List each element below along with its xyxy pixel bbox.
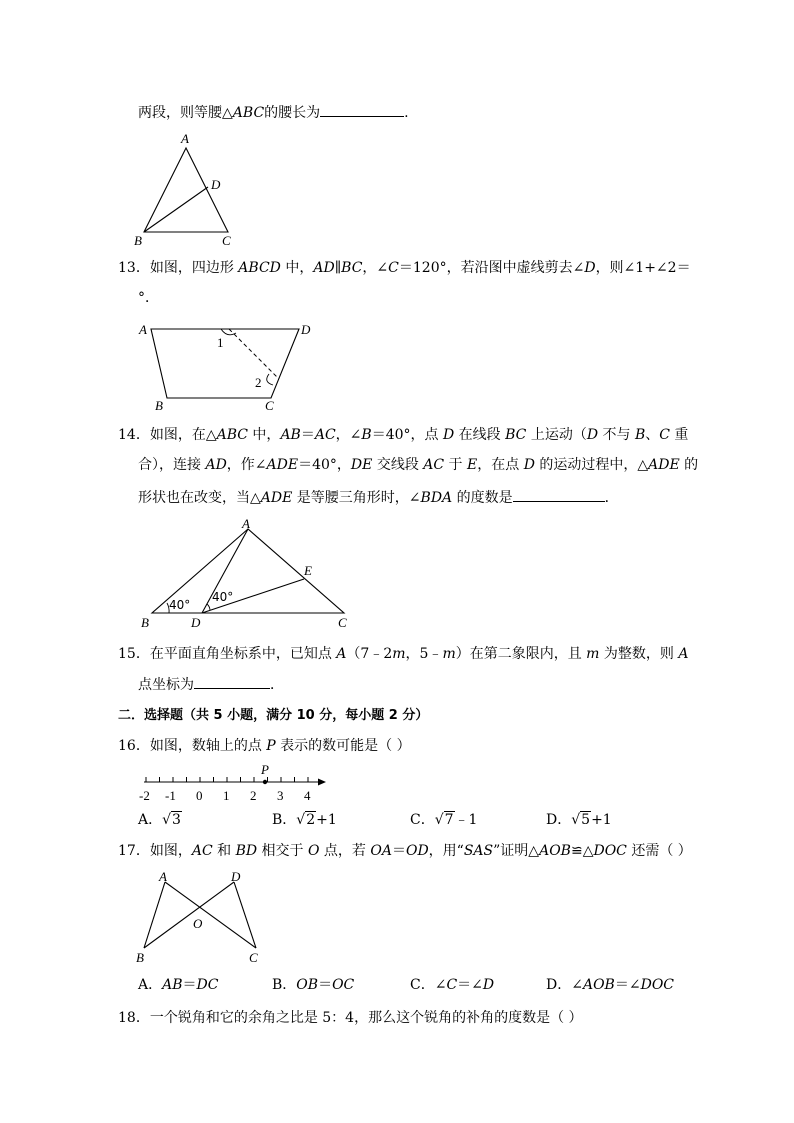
q13-label-a: A [139, 322, 147, 337]
q15-answer-blank[interactable] [194, 674, 270, 689]
q13-quadrilateral-figure [135, 318, 325, 412]
q14-angle-d-arc [207, 604, 210, 610]
q17-option-b[interactable]: B．OB＝OC [272, 977, 355, 993]
q14-triangle-figure [135, 515, 365, 633]
q13-label-b: B [155, 398, 163, 412]
q13-angle1-arc [221, 329, 236, 335]
q13-stem-line2: °． [138, 290, 159, 306]
q17-label-a: A [159, 869, 167, 884]
q13-label-1: 1 [217, 335, 224, 350]
q16-axis-arrow [318, 779, 326, 786]
q13-quad-abcd [151, 329, 299, 398]
q12-answer-blank[interactable] [320, 102, 404, 117]
q12-segment-bd [144, 187, 208, 232]
q15-stem-line1: 15．在平面直角坐标系中，已知点 A（7﹣2m，5﹣m）在第二象限内，且 m 为整数，则 A [118, 646, 689, 662]
section2-title: 二．选择题（共 5 小题，满分 10 分，每小题 2 分） [118, 708, 429, 723]
q18-stem: 18．一个锐角和它的余角之比是 5：4，那么这个锐角的补角的度数是（ ） [118, 1010, 583, 1026]
q17-label-b: B [136, 950, 144, 965]
q13-cut-line [229, 329, 279, 379]
q17-label-o: O [193, 916, 203, 931]
q17-stem: 17．如图，AC 和 BD 相交于 O 点，若 OA＝OD，用“SAS”证明△AOB≌△DOC 还需（ ） [118, 843, 692, 859]
q13-angle2-arc [267, 374, 273, 385]
q14-label-angle-b: 40° [169, 598, 191, 612]
q16-number-line-figure [132, 762, 332, 804]
q17-option-c[interactable]: C．∠C＝∠D [410, 977, 495, 993]
q13-stem-line1: 13．如图，四边形 ABCD 中，AD∥BC，∠C＝120°，若沿图中虚线剪去∠D，则∠1+∠2＝ [118, 260, 691, 276]
q14-label-angle-d: 40° [212, 590, 234, 604]
q16-tick-label: 0 [196, 788, 203, 803]
q14-answer-blank[interactable] [513, 487, 605, 502]
q14-label-b: B [141, 615, 149, 630]
q14-stem-line1: 14．如图，在△ABC 中，AB＝AC，∠B＝40°，点 D 在线段 BC 上运动（D 不与 B、C 重 [118, 427, 689, 443]
q16-tick-label: 3 [277, 788, 284, 803]
q13-label-c: C [265, 398, 274, 412]
q14-label-a: A [242, 516, 250, 531]
q17-segment-dc [234, 882, 256, 948]
q17-option-a[interactable]: A．AB＝DC [138, 977, 219, 993]
q17-segment-bd [144, 882, 234, 948]
q16-ticks [146, 777, 308, 782]
q14-stem-line2: 合），连接 AD，作∠ADE＝40°，DE 交线段 AC 于 E，在点 D 的运动过程中，△ADE 的 [138, 457, 699, 473]
q16-point-p [263, 780, 267, 784]
q14-label-c: C [338, 615, 347, 630]
q16-stem: 16．如图，数轴上的点 P 表示的数可能是（ ） [118, 738, 411, 754]
q17-label-d: D [231, 869, 241, 884]
q16-tick-label: 1 [223, 788, 230, 803]
q17-option-d[interactable]: D．∠AOB＝∠DOC [546, 977, 675, 993]
q17-segment-ab [144, 882, 165, 948]
q16-tick-label: -1 [165, 788, 176, 803]
q17-segment-ac [165, 882, 256, 948]
q17-label-c: C [249, 950, 258, 965]
q16-label-p: P [261, 762, 269, 777]
q15-stem-line2: 点坐标为 ． [138, 674, 284, 695]
q16-tick-label: 4 [304, 788, 311, 803]
q16-tick-labels [139, 788, 311, 803]
q14-label-e: E [304, 563, 312, 578]
q16-tick-label: -2 [139, 788, 150, 803]
q12-label-a: A [181, 131, 189, 146]
q12-triangle-figure [130, 128, 250, 250]
q12-label-d: D [211, 177, 221, 192]
q16-option-b[interactable]: B．√2+1 [272, 812, 337, 828]
q14-stem-line3: 形状也在改变，当△ADE 是等腰三角形时，∠BDA 的度数是 ． [138, 487, 619, 508]
q16-tick-label: 2 [250, 788, 257, 803]
q14-label-d: D [191, 615, 201, 630]
q12-continuation-line: 两段，则等腰△ABC的腰长为 . [138, 102, 409, 123]
q12-label-b: B [134, 233, 142, 248]
q13-label-d: D [301, 322, 311, 337]
q16-option-a[interactable]: A．√3 [138, 812, 181, 828]
q16-option-c[interactable]: C．√7﹣1 [410, 812, 478, 828]
q12-label-c: C [222, 233, 231, 248]
q13-label-2: 2 [255, 375, 262, 390]
q17-bowtie-figure [132, 868, 272, 968]
q16-option-d[interactable]: D．√5+1 [546, 812, 612, 828]
